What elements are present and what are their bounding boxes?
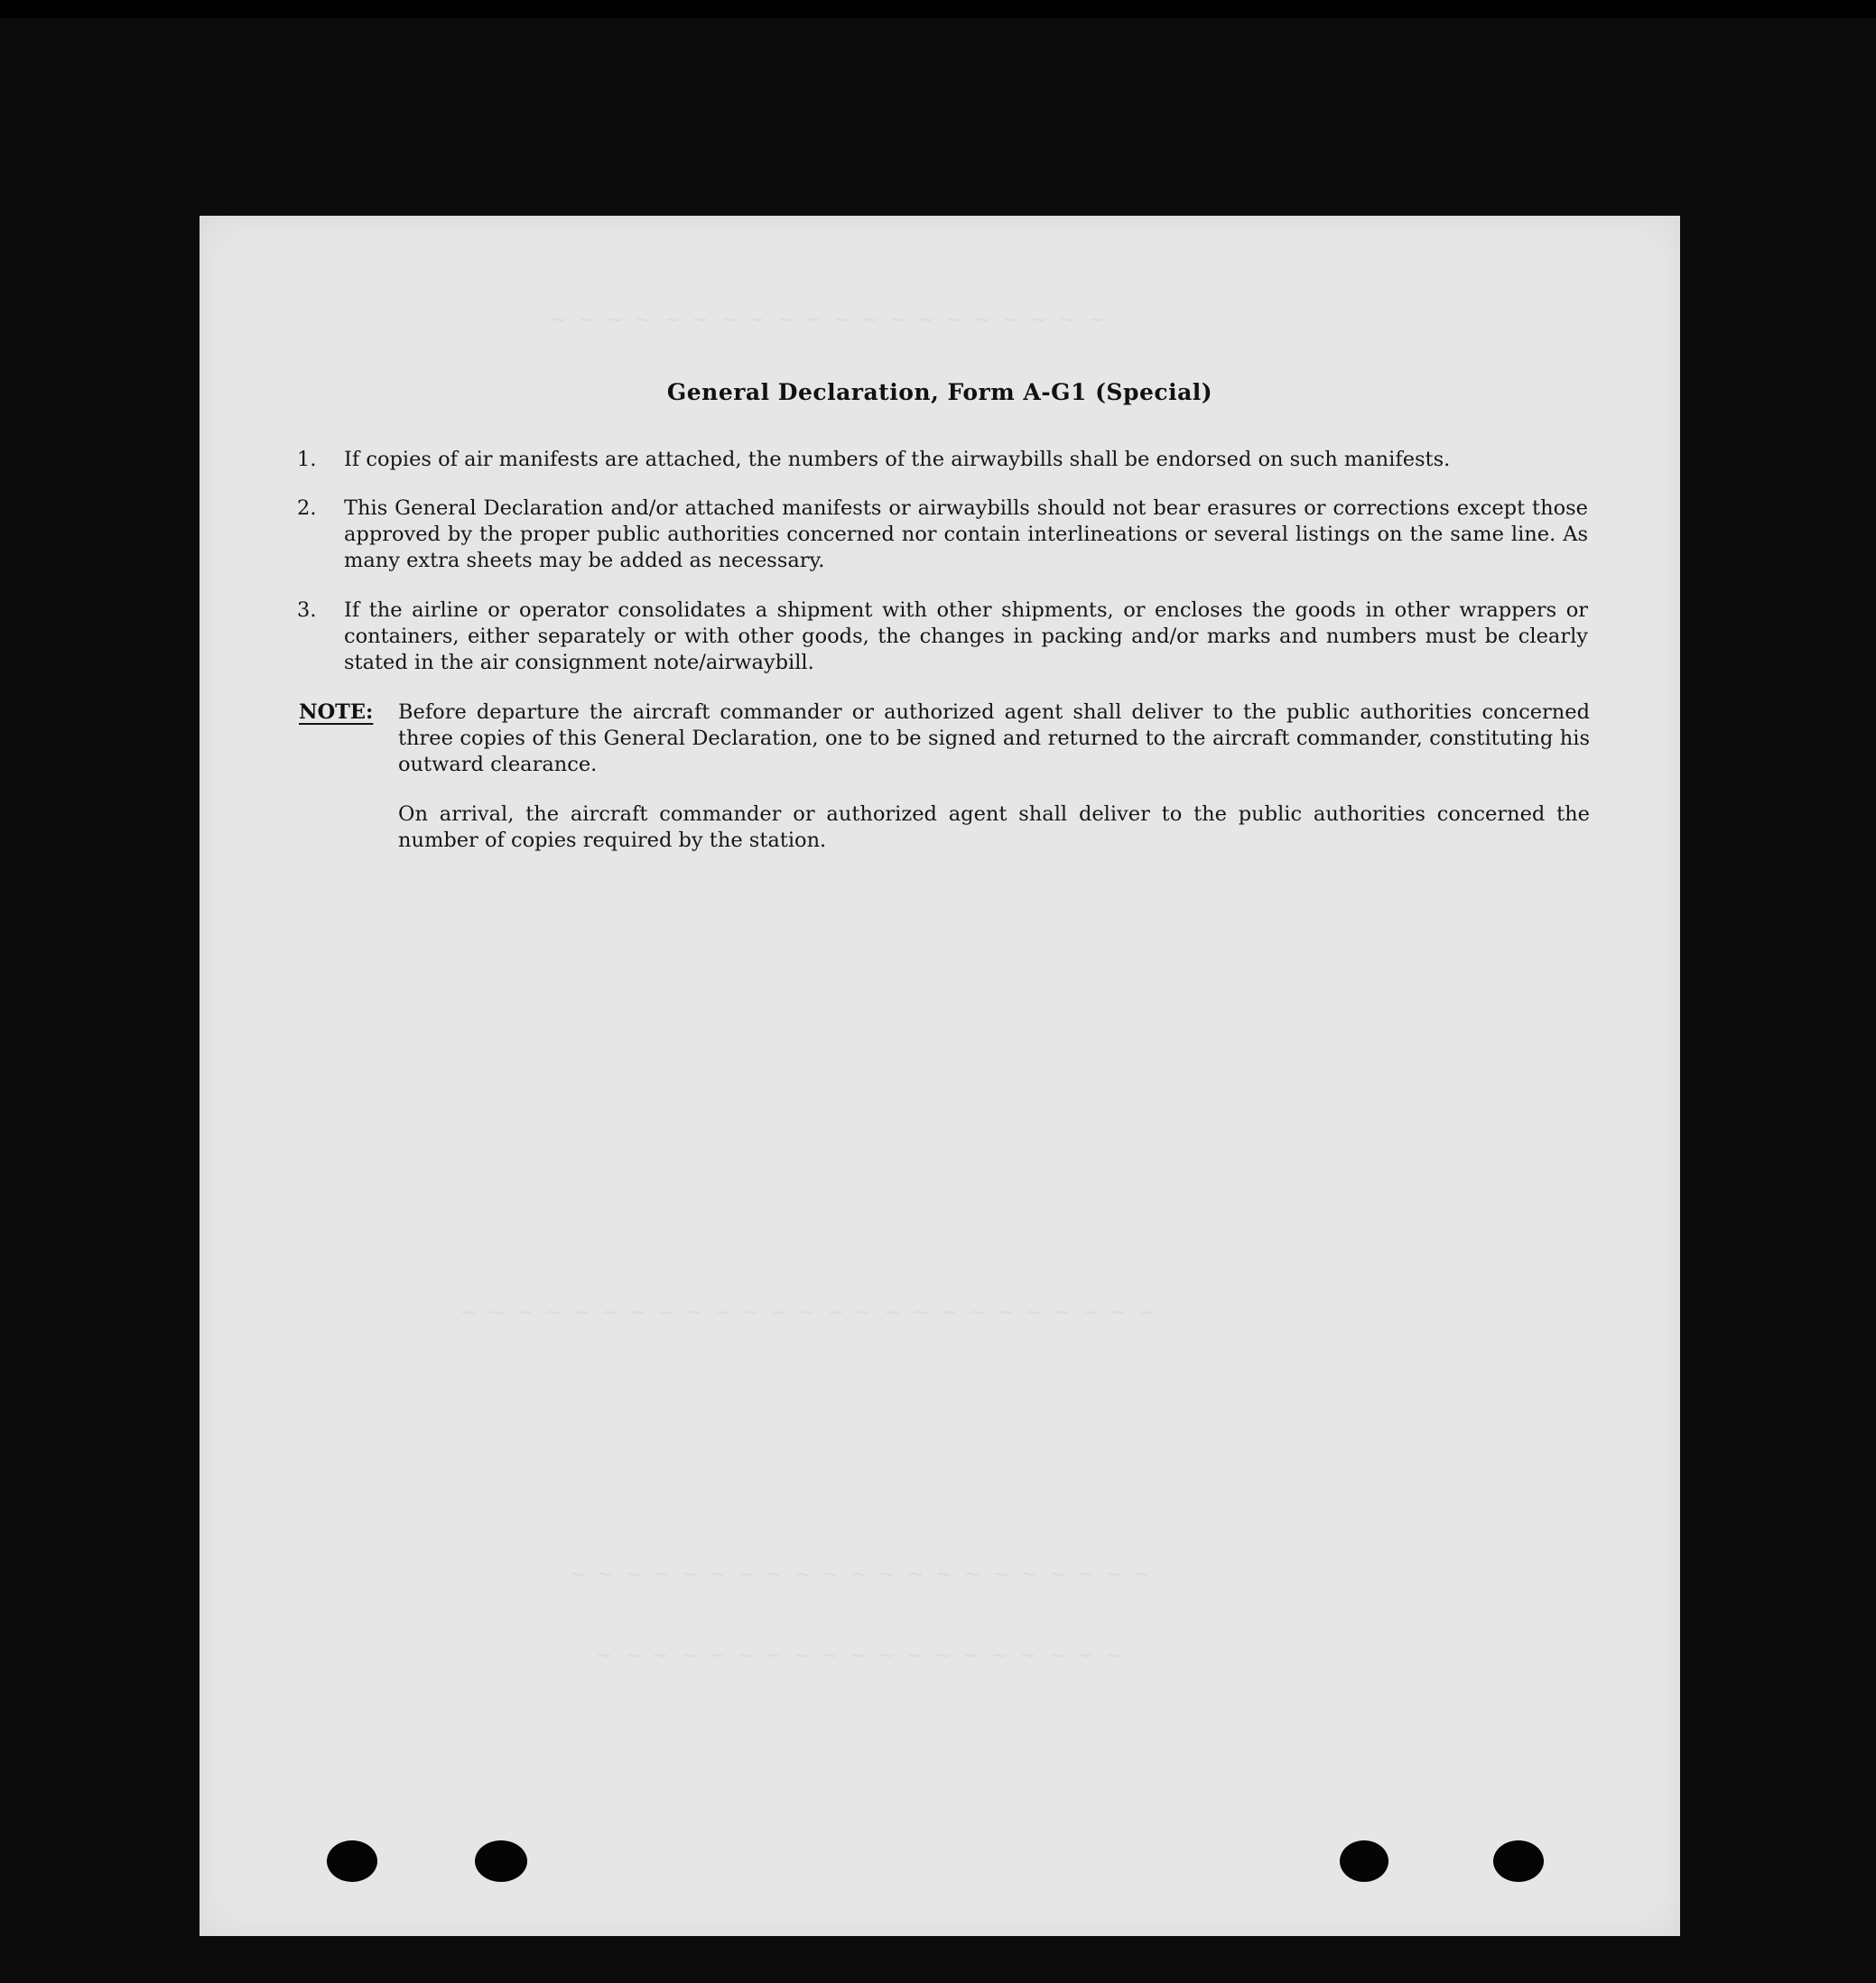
bleed-through-text (552, 306, 1102, 333)
note-label: NOTE: (299, 700, 374, 724)
list-item-text: If copies of air manifests are attached, the numbers of the airwaybills shall be endorsed on such manifests. (344, 448, 1451, 471)
list-item-number: 3. (297, 598, 317, 622)
list-item-text: This General Declaration and/or attached manifests or airwaybills should not bear erasures or corrections except those approved by the proper public authorities concerned nor contain interlineations or several listings on the same line. As many extra sheets may be added as necessary. (344, 496, 1588, 572)
punch-hole (1493, 1840, 1544, 1882)
bleed-through-text (461, 1299, 1154, 1326)
bleed-through-text (570, 1561, 1149, 1588)
note-paragraph: Before departure the aircraft commander or authorized agent shall deliver to the public authorities concerned three copies of this General Declaration, one to be signed and returned to the aircraft commander, constituting his outward clearance. (398, 700, 1590, 776)
document-page (200, 216, 1680, 1936)
punch-hole (327, 1840, 377, 1882)
punch-hole (475, 1840, 527, 1882)
page-title: General Declaration, Form A-G1 (Special) (666, 379, 1213, 405)
punch-hole (1340, 1840, 1388, 1882)
list-item-number: 2. (297, 496, 317, 520)
bleed-through-text (597, 1642, 1119, 1669)
list-item (297, 447, 1588, 473)
list-item-number: 1. (297, 448, 317, 471)
list-item-text: If the airline or operator consolidates a shipment with other shipments, or encloses the goods in other wrappers or containers, either separately or with other goods, the changes in packing and/or marks and numbers must be clearly stated in the air consignment note/airwaybill. (344, 598, 1588, 674)
scan-border (0, 0, 1876, 18)
list-item (297, 598, 1588, 676)
list-item (297, 496, 1588, 574)
note-paragraph: On arrival, the aircraft commander or authorized agent shall deliver to the public authorities concerned the number of copies required by the station. (398, 802, 1590, 852)
